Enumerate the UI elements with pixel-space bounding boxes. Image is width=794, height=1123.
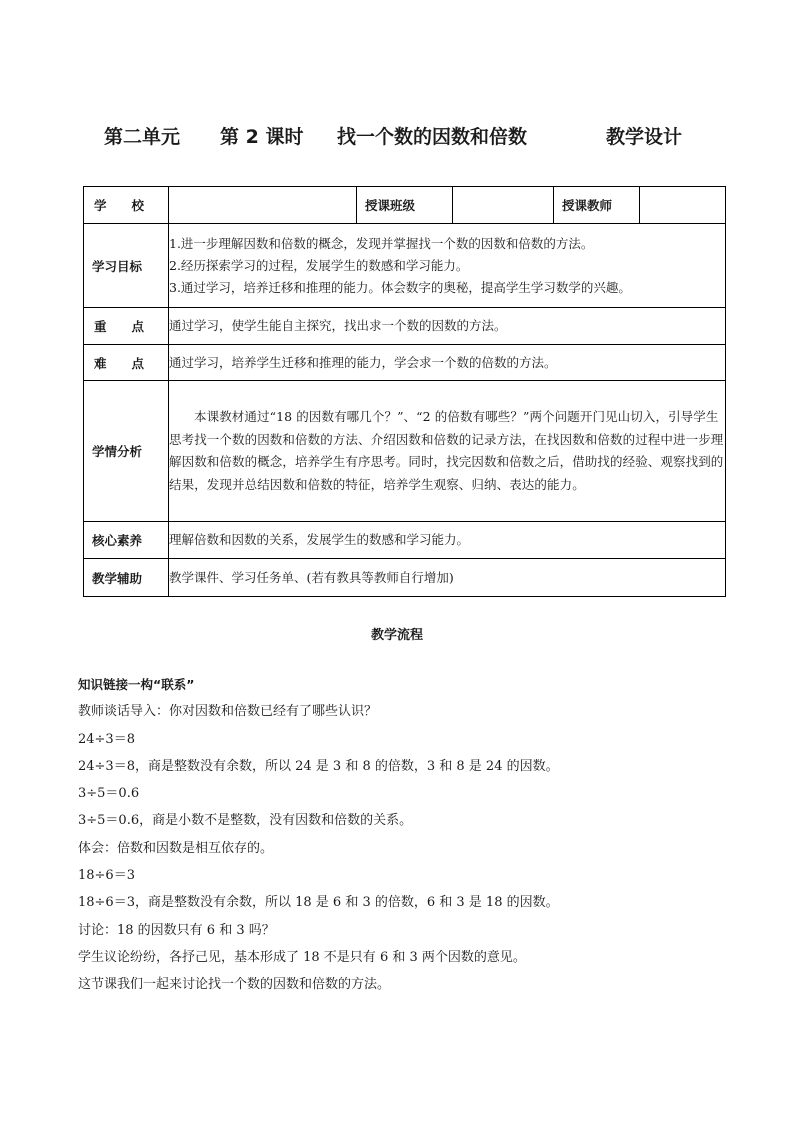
key-value: 通过学习，使学生能自主探究，找出求一个数的因数的方法。 bbox=[169, 308, 726, 345]
key-label: 重 点 bbox=[84, 308, 169, 345]
lesson-info-table bbox=[83, 186, 726, 597]
aids-value: 教学课件、学习任务单、(若有教具等教师自行增加) bbox=[169, 559, 726, 597]
row-analysis bbox=[84, 381, 726, 522]
goal-item: 2.经历探索学习的过程，发展学生的数感和学习能力。 bbox=[169, 257, 469, 273]
goal-item: 1.进一步理解因数和倍数的概念，发现并掌握找一个数的因数和倍数的方法。 bbox=[169, 235, 594, 251]
flow-line: 24÷3＝8 bbox=[78, 731, 135, 747]
school-value bbox=[169, 187, 357, 224]
flow-line: 3÷5＝0.6，商是小数不是整数，没有因数和倍数的关系。 bbox=[78, 813, 413, 829]
flow-line: 这节课我们一起来讨论找一个数的因数和倍数的方法。 bbox=[78, 977, 391, 993]
flow-heading: 知识链接一构“联系” bbox=[78, 677, 195, 692]
flow-line: 讨论：18 的因数只有 6 和 3 吗？ bbox=[78, 922, 275, 938]
row-aids bbox=[84, 559, 726, 597]
teacher-label: 授课教师 bbox=[554, 187, 640, 224]
flow-line: 体会：倍数和因数是相互依存的。 bbox=[78, 840, 274, 856]
title-unit: 第二单元 bbox=[104, 126, 181, 148]
analysis-paragraph: 本课教材通过“18 的因数有哪几个？”、“2 的倍数有哪些？”两个问题开门见山切入，引导学生思考找一个数的因数和倍数的方法、介绍因数和倍数的记录方法，在找因数和倍数的过程中进一步理解因数和倍数的概念，培养学生有序思考。同时，找完因数和倍数之后，借助找的经验、观察找到的结果，发现并总结因数和倍数的特征，培养学生观察、归纳、表达的能力。 bbox=[169, 409, 724, 492]
school-label: 学 校 bbox=[84, 187, 169, 224]
flow-line: 教师谈话导入：你对因数和倍数已经有了哪些认识？ bbox=[78, 704, 378, 720]
class-label: 授课班级 bbox=[357, 187, 453, 224]
flow-line: 18÷6＝3 bbox=[78, 868, 135, 884]
row-literacy bbox=[84, 522, 726, 559]
class-value bbox=[453, 187, 554, 224]
flow-line: 18÷6＝3，商是整数没有余数，所以 18 是 6 和 3 的倍数，6 和 3 是 18 的因数。 bbox=[78, 895, 559, 911]
title-lesson: 第 2 课时 bbox=[220, 126, 304, 148]
teaching-flow-title: 教学流程 bbox=[370, 628, 423, 643]
literacy-value: 理解倍数和因数的关系，发展学生的数感和学习能力。 bbox=[169, 522, 726, 559]
teacher-value bbox=[640, 187, 726, 224]
goal-item: 3.通过学习，培养迁移和推理的能力。体会数字的奥秘，提高学生学习数学的兴趣。 bbox=[169, 279, 631, 295]
analysis-value bbox=[169, 381, 726, 522]
row-goals bbox=[84, 224, 726, 308]
flow-line: 学生议论纷纷，各抒己见，基本形成了 18 不是只有 6 和 3 两个因数的意见。 bbox=[78, 949, 526, 965]
flow-line: 3÷5＝0.6 bbox=[78, 786, 140, 802]
row-school bbox=[84, 187, 726, 224]
literacy-label: 核心素养 bbox=[84, 522, 169, 559]
flow-line: 24÷3＝8，商是整数没有余数，所以 24 是 3 和 8 的倍数，3 和 8 是 24 的因数。 bbox=[78, 758, 559, 774]
aids-label: 教学辅助 bbox=[84, 559, 169, 597]
goals-value bbox=[169, 224, 726, 308]
row-key-point bbox=[84, 308, 726, 345]
analysis-label: 学情分析 bbox=[84, 381, 169, 522]
title-topic: 找一个数的因数和倍数 bbox=[337, 126, 528, 148]
difficulty-value: 通过学习，培养学生迁移和推理的能力，学会求一个数的倍数的方法。 bbox=[169, 345, 726, 381]
goals-label: 学习目标 bbox=[84, 224, 169, 308]
teaching-flow-body bbox=[78, 676, 738, 1004]
row-difficulty bbox=[84, 345, 726, 381]
title-kind: 教学设计 bbox=[606, 126, 683, 148]
difficulty-label: 难 点 bbox=[84, 345, 169, 381]
